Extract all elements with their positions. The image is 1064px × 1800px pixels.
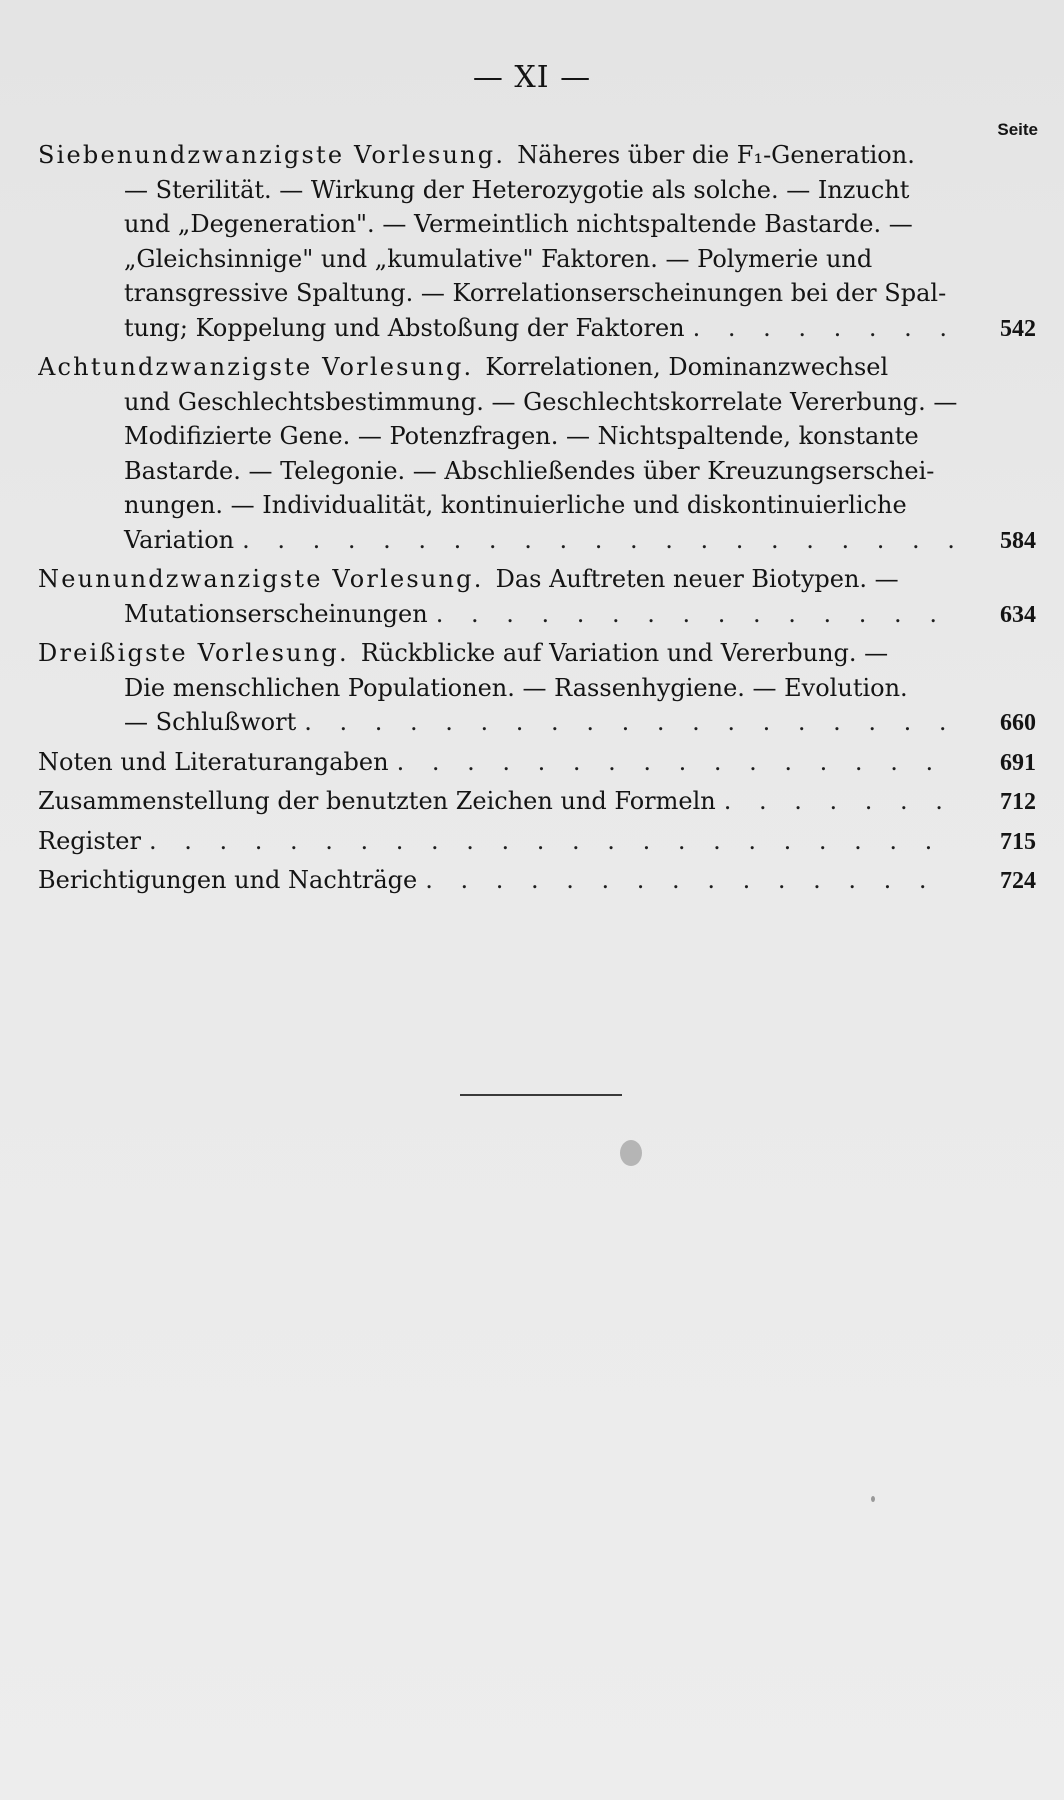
toc-entry-lecture-27[interactable] <box>38 138 1036 346</box>
toc-line: Bastarde. — Telegonie. — Abschließendes über Kreuzungserschei- <box>124 456 935 485</box>
toc-title: Berichtigungen und Nachträge <box>38 866 418 894</box>
page-ref: 691 <box>1000 749 1036 776</box>
page-ref: 542 <box>1000 315 1036 342</box>
lecture-summary: Rückblicke auf Variation und Vererbung. — <box>360 639 889 667</box>
page-ref: 634 <box>1000 601 1036 628</box>
dot-leader <box>242 523 953 558</box>
lecture-summary: Näheres über die F₁-Generation. <box>517 141 915 169</box>
toc-line: — Schlußwort <box>124 708 297 736</box>
lecture-heading: Dreißigste Vorlesung. <box>38 639 349 667</box>
table-of-contents <box>38 138 1036 903</box>
toc-entry-corrections[interactable] <box>38 863 1036 899</box>
toc-line: und „Degeneration". — Vermeintlich nichtspaltende Bastarde. — <box>124 210 913 238</box>
toc-title: Noten und Literaturangaben <box>38 747 389 776</box>
toc-last-line <box>38 597 1036 633</box>
dot-leader <box>425 863 953 898</box>
toc-line: Mutationserscheinungen <box>124 599 428 628</box>
toc-last-line <box>38 824 1036 860</box>
dot-leader <box>397 745 953 780</box>
page-ref: 712 <box>1000 789 1036 815</box>
toc-heading-line <box>38 636 961 671</box>
toc-line: Variation <box>124 525 235 554</box>
toc-line: „Gleichsinnige" und „kumulative" Faktoren. — Polymerie und <box>124 244 873 273</box>
toc-last-line <box>38 784 1036 820</box>
page-ref: 715 <box>1000 828 1036 855</box>
end-rule <box>460 1094 622 1096</box>
toc-entry-lecture-29[interactable] <box>38 562 1036 632</box>
toc-last-line <box>38 311 1036 347</box>
dot-leader <box>693 311 953 346</box>
toc-entry-notes[interactable] <box>38 745 1036 781</box>
dot-leader <box>304 705 953 740</box>
toc-line: transgressive Spaltung. — Korrelationserscheinungen bei der Spal- <box>124 279 947 307</box>
toc-last-line <box>38 745 1036 781</box>
toc-line: Modifizierte Gene. — Potenzfragen. — Nichtspaltende, konstante <box>124 422 919 450</box>
toc-entry-symbols[interactable] <box>38 784 1036 820</box>
toc-entry-lecture-30[interactable] <box>38 636 1036 741</box>
toc-heading-line <box>38 562 961 597</box>
dot-leader <box>436 597 953 632</box>
lecture-heading: Achtundzwanzigste Vorlesung. <box>38 353 474 381</box>
toc-entry-register[interactable] <box>38 824 1036 860</box>
lecture-summary: Korrelationen, Dominanzwechsel <box>485 353 889 381</box>
dot-leader <box>724 784 953 819</box>
toc-line: — Sterilität. — Wirkung der Heterozygotie als solche. — Inzucht <box>124 175 910 204</box>
paper-speck <box>620 1140 642 1166</box>
lecture-summary: Das Auftreten neuer Biotypen. — <box>495 565 899 593</box>
toc-entry-lecture-28[interactable] <box>38 350 1036 558</box>
paper-speck <box>871 1496 875 1502</box>
page-ref: 660 <box>1000 710 1036 736</box>
page-ref: 584 <box>1000 527 1036 554</box>
page-column-header: Seite <box>997 120 1038 139</box>
dot-leader <box>149 824 953 859</box>
toc-line: tung; Koppelung und Abstoßung der Faktoren <box>124 313 685 342</box>
toc-heading-line <box>38 350 961 385</box>
toc-last-line <box>38 705 1036 741</box>
lecture-heading: Neunundzwanzigste Vorlesung. <box>38 565 484 593</box>
toc-line: nungen. — Individualität, kontinuierliche und diskontinuierliche <box>124 491 907 519</box>
toc-title: Zusammenstellung der benutzten Zeichen und Formeln <box>38 787 716 815</box>
toc-last-line <box>38 863 1036 899</box>
page-ref: 724 <box>1000 868 1036 894</box>
toc-title: Register <box>38 826 141 855</box>
toc-line: und Geschlechtsbestimmung. — Geschlechtskorrelate Vererbung. — <box>124 387 958 416</box>
toc-heading-line <box>38 138 961 173</box>
page-number: — XI — <box>472 60 592 95</box>
toc-last-line <box>38 523 1036 559</box>
toc-line: Die menschlichen Populationen. — Rassenhygiene. — Evolution. <box>124 673 908 702</box>
lecture-heading: Siebenundzwanzigste Vorlesung. <box>38 141 506 169</box>
